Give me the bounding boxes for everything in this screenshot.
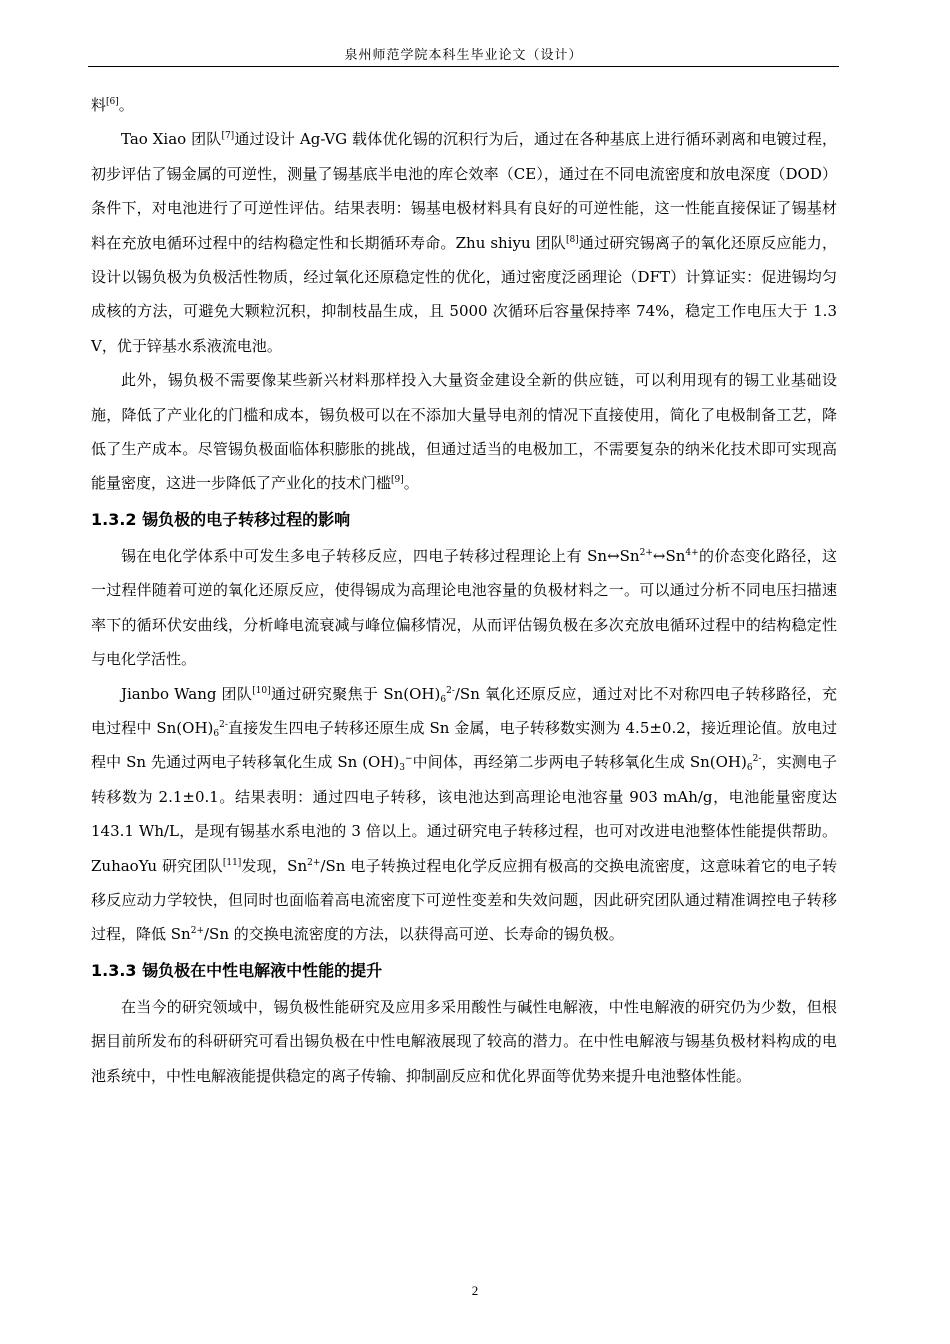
text-run: 在当今的研究领域中，锡负极性能研究及应用多采用酸性与碱性电解液，中性电解液的研究仍为少数，但根据目前所发布的科研研究可看出锡负极在中性电解液展现了较高的潜力。在中性电解液与锡基负极材料构成的电池系统中，中性电解液能提供稳定的离子传输、抑制副反应和优化界面等优势来提升电池整体性能。 — [91, 997, 837, 1085]
text-run: Jianbo Wang 团队 — [121, 684, 253, 703]
subscript: 3 — [399, 763, 406, 774]
text-run: 锡在电化学体系中可发生多电子转移反应，四电子转移过程理论上有 Sn↔Sn — [121, 546, 640, 565]
text-run: 通过研究聚焦于 Sn(OH) — [270, 684, 441, 703]
text-run: 直接发生四电子转移还原生成 Sn 金属，电子转移数实测为 4.5±0.2，接近理论值。放电过程中 Sn 先通过两电子转移氧化生成 Sn (OH) — [91, 718, 837, 772]
page-number: 2 — [471, 1283, 479, 1298]
text-run: 通过设计 Ag-VG 载体优化锡的沉积行为后，通过在各种基底上进行循环剥离和电镀过程，初步评估了锡金属的可逆性，测量了锡基底半电池的库仑效率（CE），通过在不同电流密度和放电深度（DOD）条件下，对电池进行了可逆性评估。结果表明：锡基电极材料具有良好的可逆性能，这一性能直接保证了锡基材料在充放电循环过程中的结构稳定性和长期循环寿命。Zhu shiyu 团队 — [91, 130, 837, 252]
superscript: 4+ — [685, 547, 699, 558]
header-rule — [88, 66, 839, 67]
citation: [9] — [391, 475, 404, 486]
text-run: /Sn 的交换电流密度的方法，以获得高可逆、长寿命的锡负极。 — [204, 925, 624, 944]
text-run: 。 — [403, 474, 419, 493]
text-run: ↔Sn — [652, 546, 686, 565]
text-run: 料 — [91, 96, 107, 114]
superscript: 2+ — [639, 547, 653, 558]
running-header: 泉州师范学院本科生毕业论文（设计） — [344, 48, 583, 63]
text-run: 此外，锡负极不需要像某些新兴材料那样投入大量资金建设全新的供应链，可以利用现有的锡工业基础设施，降低了产业化的门槛和成本，锡负极可以在不添加大量导电剂的情况下直接使用，简化了电极制备工艺，降低了生产成本。尽管锡负极面临体积膨胀的挑战，但通过适当的电极加工，不需要复杂的纳米化技术即可实现高能量密度，这进一步降低了产业化的技术门槛 — [91, 371, 837, 493]
subscript: 6 — [213, 728, 220, 739]
superscript: 2- — [446, 685, 455, 696]
text-run: ，实测电子转移数为 2.1±0.1。结果表明：通过四电子转移，该电池达到高理论电池容量 903 mAh/g，电池能量密度达 143.1 Wh/L，是现有锡基水系电池的 3 倍以上。通过研究电子转移过程，也可对改进电池整体性能提供帮助。ZuhaoYu 研究团队 — [91, 753, 837, 875]
paragraph-tao-xiao — [91, 122, 837, 363]
text-run: 通过研究锡离子的氧化还原反应能力，设计以锡负极为负极活性物质，经过氧化还原稳定性的优化，通过密度泛函理论（DFT）计算证实：促进锡均匀成核的方法，可避免大颗粒沉积，抑制枝晶生成，且 5000 次循环后容量保持率 74%，稳定工作电压大于 1.3 V，优于锌基水系液流电池。 — [91, 233, 837, 355]
paragraph-jianbo-wang — [91, 677, 837, 952]
superscript: 2- — [752, 754, 762, 765]
text-run: 。 — [118, 96, 134, 114]
citation: [10] — [252, 685, 271, 696]
section-heading-1-3-3: 1.3.3 锡负极在中性电解液中性能的提升 — [91, 960, 383, 980]
paragraph-neutral-electrolyte — [91, 990, 837, 1093]
text-run: Tao Xiao 团队 — [121, 130, 222, 149]
superscript: 2- — [219, 719, 228, 730]
text-run: /Sn 电子转换过程电化学反应拥有极高的交换电流密度，这意味着它的电子转移反应动力学较快，但同时也面临着高电流密度下可逆性变差和失效问题，因此研究团队通过精准调控电子转移过程，降低 Sn — [91, 856, 838, 944]
text-run: /Sn 氧化还原反应，通过对比不对称四电子转移路径，充电过程中 Sn(OH) — [91, 684, 837, 737]
citation: [7] — [221, 131, 235, 142]
citation: [11] — [222, 857, 242, 868]
citation: [8] — [565, 234, 579, 245]
citation: [6] — [106, 97, 119, 107]
text-run: 中间体，再经第二步两电子转移氧化生成 Sn(OH) — [412, 753, 747, 772]
text-run: 的价态变化路径，这一过程伴随着可逆的氧化还原反应，使得锡成为高理论电池容量的负极材料之一。可以通过分析不同电压扫描速率下的循环伏安曲线，分析峰电流衰减与峰位偏移情况，从而评估锡负极在多次充放电循环过程中的结构稳定性与电化学活性。 — [91, 546, 837, 669]
paragraph-industrialization — [91, 363, 837, 501]
superscript: 2+ — [307, 857, 321, 868]
subscript: 6 — [746, 763, 753, 774]
superscript: − — [405, 754, 413, 765]
section-heading-1-3-2: 1.3.2 锡负极的电子转移过程的影响 — [91, 509, 351, 529]
superscript: 2+ — [190, 926, 204, 937]
subscript: 6 — [440, 694, 447, 705]
text-run: 发现，Sn — [241, 856, 308, 875]
paragraph-electron-transfer — [91, 539, 837, 677]
body-text — [91, 88, 837, 1093]
paragraph-continuation — [91, 88, 837, 122]
